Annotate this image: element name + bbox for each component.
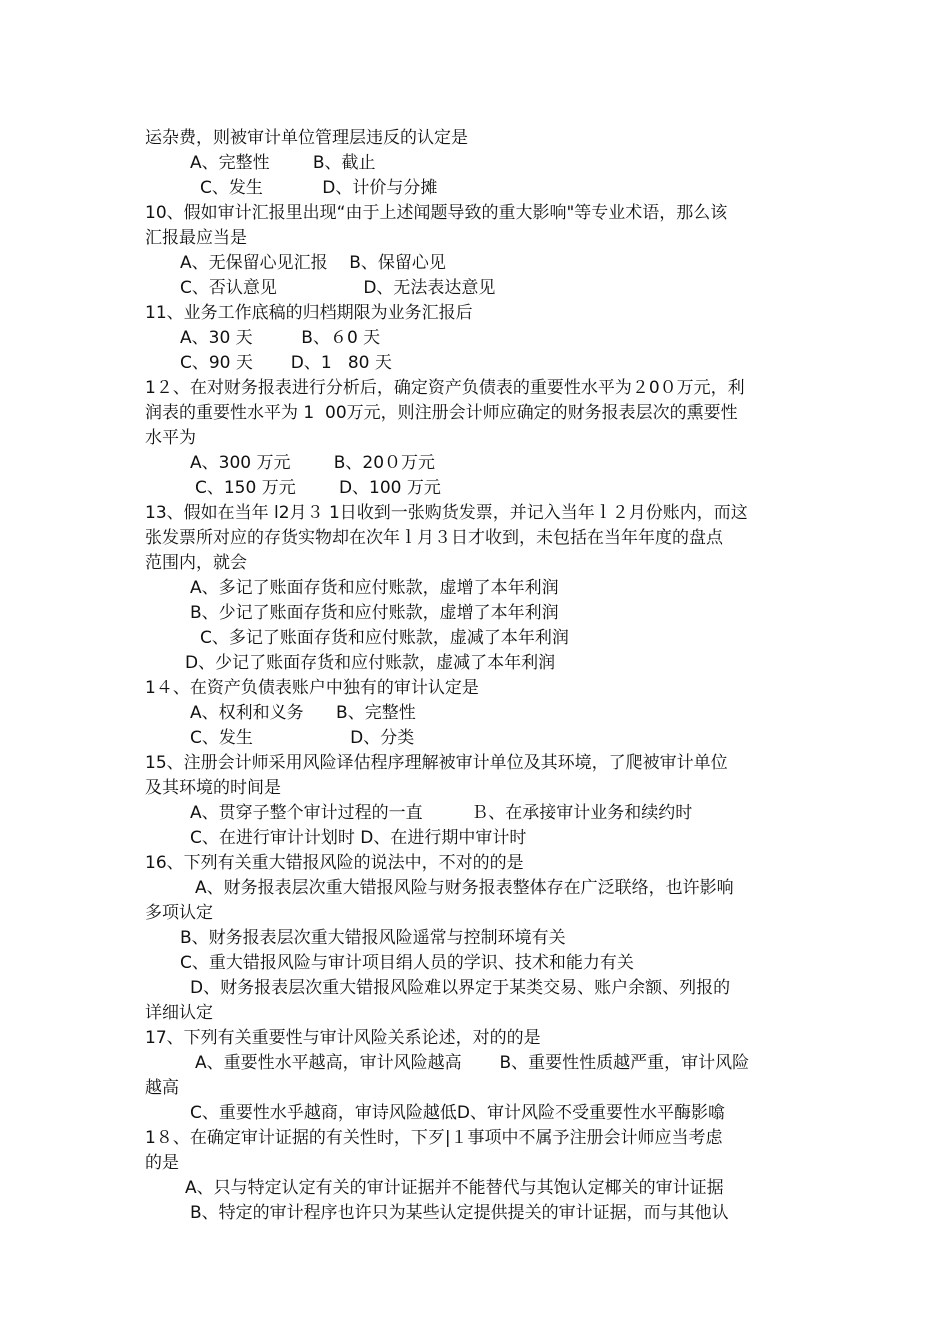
- q15-options-cd: C、在进行审计计划时 D、在进行期中审计时: [190, 828, 527, 848]
- q9-options-ab: A、完整性 B、截止: [190, 153, 376, 173]
- q14-stem: 1４、在资产负债表账户中独有的审计认定是: [145, 678, 479, 698]
- q14-options-cd: C、发生 D、分类: [190, 728, 415, 748]
- q12-stem-continued-1: 润表的重要性水平为 1 00万元，则注册会计师应确定的财务报表层次的熏要性: [145, 403, 738, 423]
- q12-stem: 1２、在对财务报表进行分析后，确定资产负债表的重要性水平为２0０万元，利: [145, 378, 745, 398]
- q15-stem-continued: 及其环境的时间是: [145, 778, 281, 798]
- q10-stem-continued: 汇报最应当是: [145, 228, 247, 248]
- q9-stem-continued: 运杂费，则被审计单位管理层违反的认定是: [145, 128, 468, 148]
- q11-stem: 11、业务工作底稿的归档期限为业务汇报后: [145, 303, 473, 323]
- q10-stem: 10、假如审计汇报里出现“由于上述闻题导致的重大影响"等专业术语，那么该: [145, 203, 728, 223]
- q13-stem-continued-2: 范围内，就会: [145, 553, 247, 573]
- q18-stem-continued: 的是: [145, 1153, 179, 1173]
- q16-option-a: A、财务报表层次重大错报风险与财务报表整体存在广泛联络，也许影响: [195, 878, 734, 898]
- q12-options-ab: A、300 万元 B、20０万元: [190, 453, 436, 473]
- q18-option-a: A、只与特定认定有关的审计证据并不能替代与其饱认定椰关的审计证据: [185, 1178, 724, 1198]
- q13-stem: 13、假如在当年 l2月３ 1日收到一张购货发票，并记入当年ｌ２月份账内，而这: [145, 503, 748, 523]
- q16-option-a-continued: 多项认定: [145, 903, 213, 923]
- q9-options-cd: C、发生 D、计价与分摊: [200, 178, 438, 198]
- q16-option-d-continued: 详细认定: [145, 1003, 213, 1023]
- q17-stem: 17、下列有关重要性与审计风险关系论述，对的的是: [145, 1028, 541, 1048]
- q13-option-c: C、多记了账面存货和应付账款，虚减了本年利润: [200, 628, 569, 648]
- q13-option-b: B、少记了账面存货和应付账款，虚增了本年利润: [190, 603, 559, 623]
- q15-stem: 15、注册会计师采用风险译估程序理解被审计单位及其环境，了爬被审计单位: [145, 753, 728, 773]
- q18-stem: 1８、在确定审计证据的有关性时，下歹|１事项中不属予注册会计师应当考虑: [145, 1128, 723, 1148]
- q14-options-ab: A、权利和义务 B、完整性: [190, 703, 416, 723]
- q13-stem-continued-1: 张发票所对应的存货实物却在次年ｌ月３日才收到，未包括在当年年度的盘点: [145, 528, 723, 548]
- q10-options-ab: A、无保留心见汇报 B、保留心见: [180, 253, 446, 273]
- q16-option-b: B、财务报表层次重大错报风险遥常与控制环境有关: [180, 928, 566, 948]
- q17-options-ab: A、重要性水平越高，审计风险越高 B、重要性性质越严重，审计风险: [195, 1053, 750, 1073]
- q13-option-a: A、多记了账面存货和应付账款，虚增了本年利润: [190, 578, 559, 598]
- q11-options-cd: C、90 天 D、1 80 天: [180, 353, 392, 373]
- q17-options-cd: C、重要性水乎越商，审诗风险越低D、审计风险不受重要性水平酶影噏: [190, 1103, 725, 1123]
- q16-option-d: D、财务报表层次重大错报风险难以界定于某类交易、账户余额、列报的: [190, 978, 731, 998]
- q13-option-d: D、少记了账面存货和应付账款，虚减了本年利润: [185, 653, 556, 673]
- q15-options-ab: A、贯穿子整个审计过程的一直 Ｂ、在承接审计业务和续约时: [190, 803, 693, 823]
- q16-option-c: C、重大错报风险与审计项目绢人员的学识、技术和能力有关: [180, 953, 634, 973]
- q18-option-b: B、特定的审计程序也许只为某些认定提供提关的审计证据，而与其他认: [190, 1203, 729, 1223]
- q17-option-b-continued: 越高: [145, 1078, 179, 1098]
- q11-options-ab: A、30 天 B、６0 天: [180, 328, 381, 348]
- q10-options-cd: C、否认意见 D、无法表达意见: [180, 278, 496, 298]
- q12-options-cd: C、150 万元 D、100 万元: [195, 478, 441, 498]
- q16-stem: 16、下列有关重大错报风险的说法中，不对的的是: [145, 853, 524, 873]
- q12-stem-continued-2: 水平为: [145, 428, 196, 448]
